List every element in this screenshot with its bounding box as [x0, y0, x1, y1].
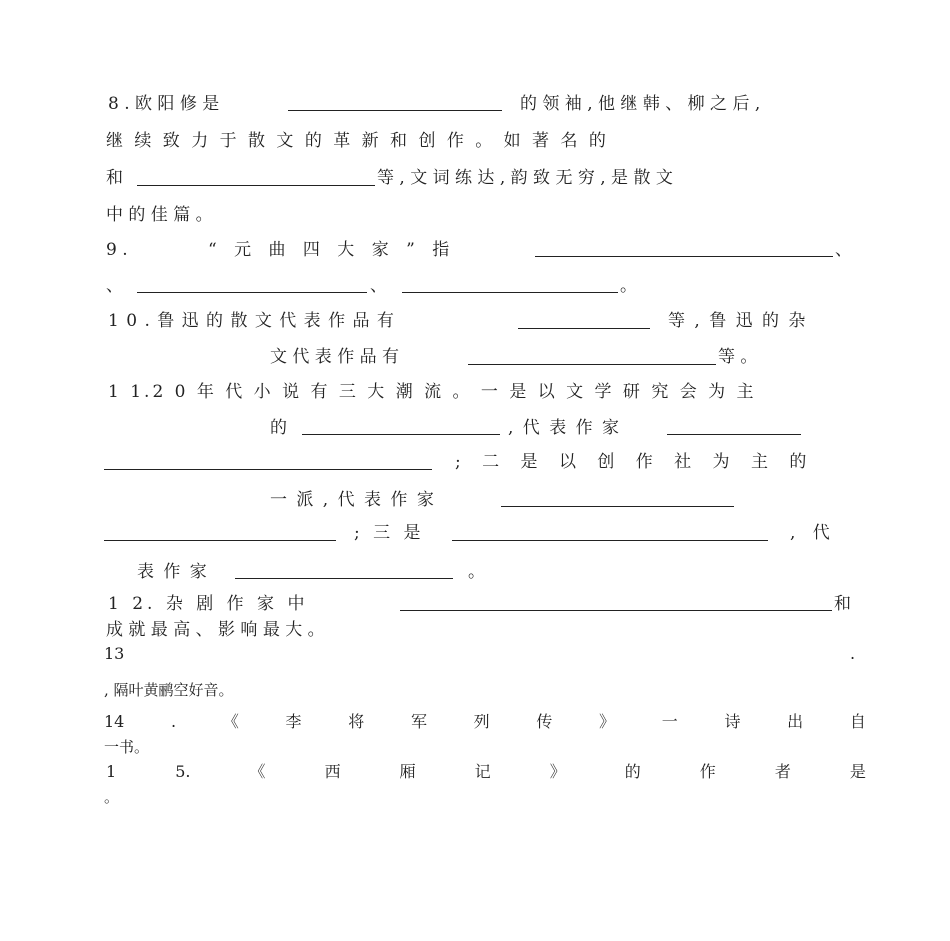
q11-blank-6[interactable]	[452, 540, 768, 541]
q15-word: 西	[324, 762, 341, 781]
q9-blank-3[interactable]	[402, 292, 618, 293]
q15-word: 记	[474, 762, 491, 781]
q8-blank-2[interactable]	[137, 185, 375, 186]
q8-blank-1[interactable]	[288, 110, 502, 111]
q14-word: 将	[348, 712, 365, 731]
q15-word: 》	[549, 762, 566, 781]
q15-line1	[106, 762, 866, 782]
q11-line2-start: 的	[270, 418, 287, 438]
q11-line6-start: 表 作 家	[137, 562, 209, 582]
q10-line1-start: 1 0 . 鲁 迅 的 散 文 代 表 作 品 有	[108, 311, 395, 331]
q8-line2: 继 续 致 力 于 散 文 的 革 新 和 创 作 。 如 著 名 的	[106, 131, 609, 151]
q11-blank-3[interactable]	[104, 469, 432, 470]
q11-blank-5[interactable]	[104, 540, 336, 541]
q8-line1-start: 8 . 欧 阳 修 是	[108, 94, 220, 114]
q15-word: 1	[106, 762, 117, 781]
q14-word: 14	[104, 712, 125, 731]
q14-word: 出	[787, 712, 804, 731]
q12-line2: 成 就 最 高 、 影 响 最 大 。	[106, 620, 325, 640]
q12-line1-end: 和	[834, 594, 851, 614]
q15-line2: 。	[104, 788, 120, 806]
q8-line3-start: 和	[106, 168, 123, 188]
q8-line1-end: 的 领 袖 , 他 继 韩 、 柳 之 后 ,	[520, 94, 761, 114]
q13-line2: , 隔叶黄鹂空好音。	[104, 681, 234, 699]
q14-word: 诗	[724, 712, 741, 731]
q10-line2-end: 等 。	[718, 347, 758, 367]
q13-label: 13	[104, 644, 125, 663]
q11-line4: 一 派 , 代 表 作 家	[270, 490, 436, 510]
q14-word: .	[171, 712, 177, 731]
q14-word: 自	[849, 712, 866, 731]
q9-sep-1: 、	[835, 240, 852, 260]
q11-line5-end: , 代	[790, 523, 836, 543]
q14-line1	[104, 712, 866, 732]
q15-word: 作	[699, 762, 716, 781]
q11-line3: ; 二 是 以 创 作 社 为 主 的	[455, 452, 815, 472]
q10-blank-1[interactable]	[518, 328, 650, 329]
q11-blank-2[interactable]	[667, 434, 801, 435]
q11-line2-mid: , 代 表 作 家	[508, 418, 622, 438]
q8-line4: 中 的 佳 篇 。	[106, 205, 213, 225]
q9-end: 。	[620, 276, 637, 296]
q11-blank-1[interactable]	[302, 434, 500, 435]
q14-word: 传	[536, 712, 553, 731]
q12-line1-start: 1 2. 杂 剧 作 家 中	[108, 594, 309, 614]
q14-word: 军	[410, 712, 427, 731]
q14-word: 一	[661, 712, 678, 731]
q15-word: 《	[249, 762, 266, 781]
q9-blank-2[interactable]	[137, 292, 367, 293]
q9-label: 9 .	[106, 240, 128, 260]
q11-line1: 1 1.2 0 年 代 小 说 有 三 大 潮 流 。 一 是 以 文 学 研 究 会 为 主	[108, 382, 757, 402]
q14-line2: 一书。	[104, 738, 150, 756]
q15-word: 厢	[399, 762, 416, 781]
q11-line6-end: 。	[468, 562, 485, 582]
q13-dot: .	[850, 644, 856, 663]
q9-sep-3: 、	[370, 276, 387, 296]
q11-line5-start: ; 三 是	[354, 523, 425, 543]
q14-word: 李	[285, 712, 302, 731]
q15-word: 者	[774, 762, 791, 781]
q10-line1-end: 等 , 鲁 迅 的 杂	[668, 311, 808, 331]
q9-text: “ 元 曲 四 大 家 ” 指	[208, 240, 456, 260]
q15-word: 的	[624, 762, 641, 781]
q12-blank-1[interactable]	[400, 610, 832, 611]
q14-word: 列	[473, 712, 490, 731]
q9-blank-1[interactable]	[535, 256, 833, 257]
q11-blank-4[interactable]	[501, 506, 734, 507]
q15-word: 5.	[175, 762, 191, 781]
q14-word: 《	[222, 712, 239, 731]
q11-blank-7[interactable]	[235, 578, 453, 579]
q9-sep-2: 、	[106, 276, 123, 296]
q8-line3-end: 等 , 文 词 练 达 , 韵 致 无 穷 , 是 散 文	[377, 168, 673, 188]
q14-word: 》	[599, 712, 616, 731]
q10-line2-start: 文 代 表 作 品 有	[270, 347, 400, 367]
q10-blank-2[interactable]	[468, 364, 716, 365]
q15-word: 是	[849, 762, 866, 781]
